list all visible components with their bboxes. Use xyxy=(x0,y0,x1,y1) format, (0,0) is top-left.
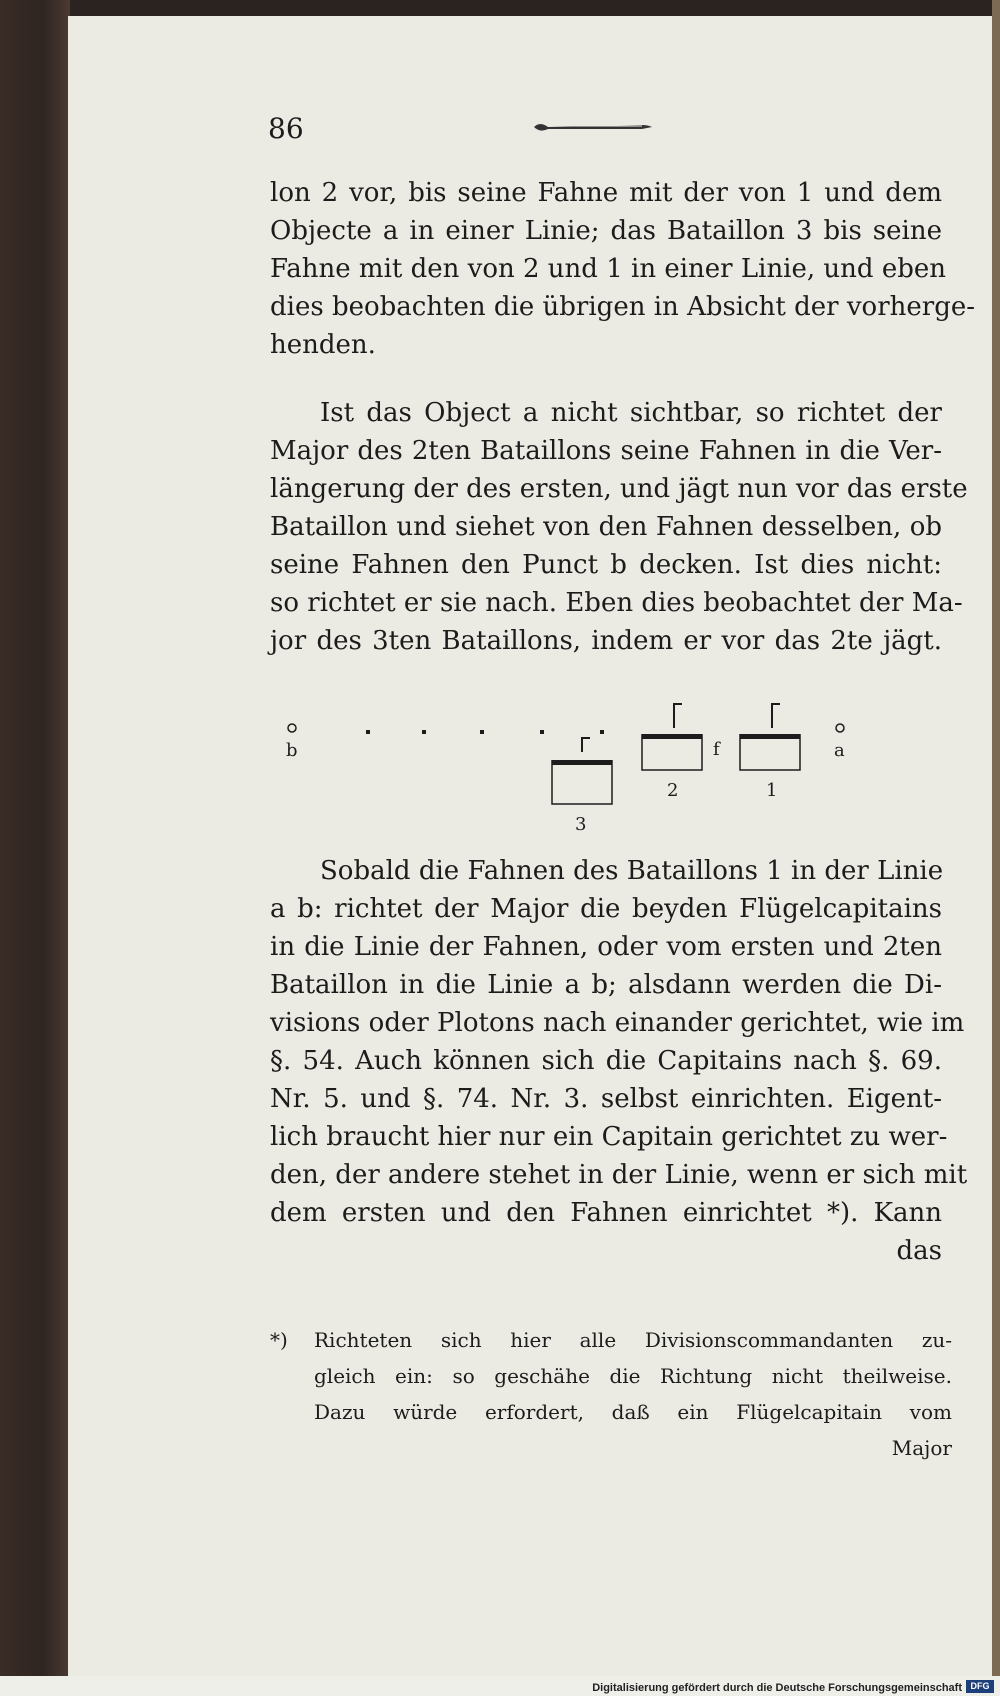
footer-bar xyxy=(0,1676,1000,1696)
line-point xyxy=(540,730,544,734)
battalion-1 xyxy=(740,704,800,801)
text-line: Bataillon in die Linie a b; alsdann werden die Di- xyxy=(270,970,942,1000)
line-point xyxy=(480,730,484,734)
text-line: a b: richtet der Major die beyden Flügelcapitains xyxy=(270,894,942,924)
text-line: längerung der des ersten, und jägt nun vor das erste xyxy=(270,474,968,504)
battalion-2 xyxy=(642,704,702,801)
text-line: lon 2 vor, bis seine Fahne mit der von 1 und dem xyxy=(270,178,942,208)
footnote-marker: *) xyxy=(270,1328,288,1352)
text-line: in die Linie der Fahnen, oder vom ersten und 2ten xyxy=(270,932,942,962)
text-line: dem ersten und den Fahnen einrichtet *). Kann xyxy=(270,1198,942,1228)
text-line: visions oder Plotons nach einander gerichtet, wie im xyxy=(270,1008,965,1038)
paragraph-1 xyxy=(270,174,976,364)
battalion-3-label: 3 xyxy=(575,814,587,835)
text-line: seine Fahnen den Punct b decken. Ist dies nicht: xyxy=(270,550,942,580)
line-point xyxy=(422,730,426,734)
point-b-marker xyxy=(288,724,296,732)
battalion-alignment-diagram xyxy=(270,700,950,840)
footnote-catchword: Major xyxy=(891,1436,952,1460)
text-line: dies beobachten die übrigen in Absicht der vorherge- xyxy=(270,292,976,322)
battalion-2-label: 2 xyxy=(667,780,679,801)
footnote xyxy=(270,1322,952,1466)
point-a-label: a xyxy=(834,740,845,761)
page-number: 86 xyxy=(268,112,304,145)
footnote-text: Richteten sich hier alle Divisionscommandanten zu- xyxy=(314,1328,952,1352)
footer-credit: Digitalisierung gefördert durch die Deutsche Forschungsgemeinschaft xyxy=(592,1682,962,1694)
text-line: Bataillon und siehet von den Fahnen desselben, ob xyxy=(270,512,942,542)
text-line: so richtet er sie nach. Eben dies beobachtet der Ma- xyxy=(270,588,963,618)
text-line: Nr. 5. und §. 74. Nr. 3. selbst einrichten. Eigent- xyxy=(270,1084,942,1114)
catchword: das xyxy=(896,1236,942,1266)
point-a-marker xyxy=(836,724,844,732)
book-spine xyxy=(0,0,70,1696)
text-line: henden. xyxy=(270,330,376,360)
text-line: Fahne mit den von 2 und 1 in einer Linie, und eben xyxy=(270,254,946,284)
text-line: Ist das Object a nicht sichtbar, so richtet der xyxy=(320,398,942,428)
line-point xyxy=(366,730,370,734)
page-edge xyxy=(992,0,1000,1696)
paragraph-3 xyxy=(270,852,968,1270)
text-line: Objecte a in einer Linie; das Bataillon 3 bis seine xyxy=(270,216,942,246)
text-line: den, der andere stehet in der Linie, wenn er sich mit xyxy=(270,1160,968,1190)
line-point xyxy=(600,730,604,734)
text-line: lich braucht hier nur ein Capitain gerichtet zu wer- xyxy=(270,1122,948,1152)
point-f-label: f xyxy=(713,739,720,760)
text-line: jor des 3ten Bataillons, indem er vor das 2te jägt. xyxy=(270,626,942,656)
text-line: §. 54. Auch können sich die Capitains nach §. 69. xyxy=(270,1046,942,1076)
paragraph-2 xyxy=(270,394,968,660)
footnote-line: gleich ein: so geschähe die Richtung nicht theilweise. xyxy=(314,1364,952,1388)
battalion-3 xyxy=(552,738,612,835)
dfg-logo: DFG xyxy=(966,1680,994,1693)
point-b-label: b xyxy=(286,740,298,761)
footnote-line xyxy=(270,1322,952,1358)
footnote-line: Dazu würde erfordert, daß ein Flügelcapitain vom xyxy=(314,1400,952,1424)
text-line: Sobald die Fahnen des Bataillons 1 in der Linie xyxy=(320,856,944,886)
header-ornament xyxy=(530,120,660,134)
text-line: Major des 2ten Bataillons seine Fahnen in die Ver- xyxy=(270,436,942,466)
battalion-1-label: 1 xyxy=(766,780,778,801)
